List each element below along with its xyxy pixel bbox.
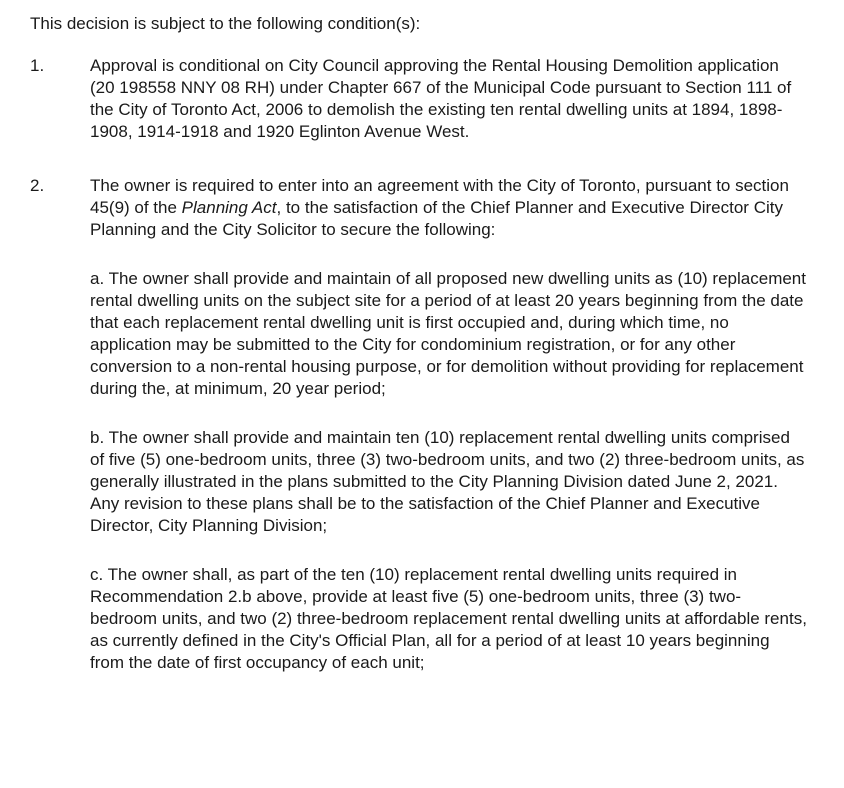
condition-2-number: 2. [30, 176, 45, 195]
subclause-b: b. The owner shall provide and maintain ten (10) replacement rental dwelling units comprised of five (5) one-bedroom units, three (3) two-bedroom units, and two (2) three-bedroom units, as generally illustrated in the plans submitted to the City Planning Division dated June 2, 2021. Any revision to these plans shall be to the satisfaction of the Chief Planner and Executive Director, City Planning Division; [90, 428, 805, 535]
condition-item-2 [30, 175, 816, 674]
condition-1-text: Approval is conditional on City Council approving the Rental Housing Demolition application (20 198558 NNY 08 RH) under Chapter 667 of the Municipal Code pursuant to Section 111 of the City of Toronto Act, 2006 to demolish the existing ten rental dwelling units at 1894, 1898-1908, 1914-1918 and 1920 Eglinton Avenue West. [90, 56, 792, 141]
condition-2-text [90, 175, 808, 241]
subclause-c: c. The owner shall, as part of the ten (10) replacement rental dwelling units required in Recommendation 2.b above, provide at least five (5) one-bedroom units, three (3) two-bedroom units, and two (2) three-bedroom replacement rental dwelling units at affordable rents, as currently defined in the City's Official Plan, all for a period of at least 10 years beginning from the date of first occupancy of each unit; [90, 565, 807, 672]
condition-1-body [90, 55, 808, 143]
condition-item-1 [30, 55, 816, 143]
intro-paragraph: This decision is subject to the following condition(s): [30, 14, 421, 33]
planning-act-italic: Planning Act [181, 198, 277, 217]
subclause-a: a. The owner shall provide and maintain of all proposed new dwelling units as (10) replacement rental dwelling units on the subject site for a period of at least 20 years beginning from the date that each replacement rental dwelling unit is first occupied and, during which time, no application may be submitted to the City for condominium registration, or for any other conversion to a non-rental housing purpose, or for demolition without providing for replacement during the, at minimum, 20 year period; [90, 269, 806, 398]
condition-2-text-after: , to the satisfaction of the Chief Planner and Executive Director City Planning and the City Solicitor to secure the following: [90, 198, 783, 239]
condition-1-number: 1. [30, 56, 45, 75]
condition-2-body [90, 175, 808, 674]
condition-2-text-before: The owner is required to enter into an agreement with the City of Toronto, pursuant to section 45(9) of the [90, 176, 789, 217]
